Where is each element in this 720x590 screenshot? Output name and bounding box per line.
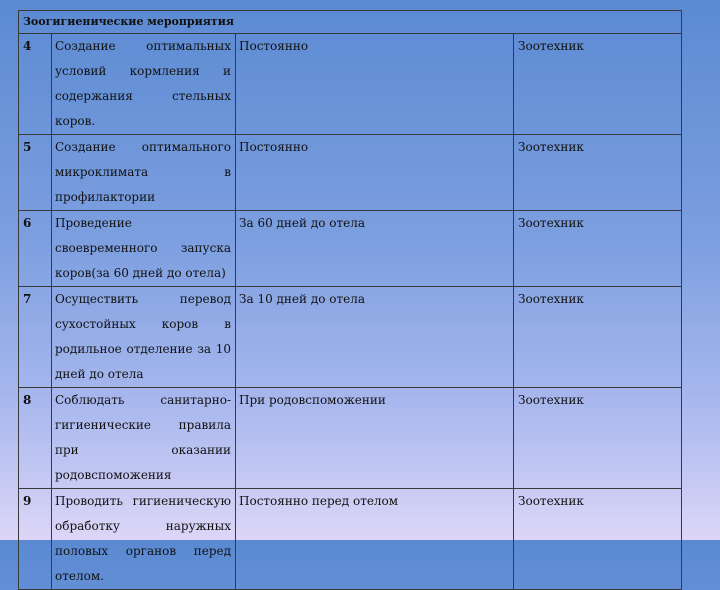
row-number: 9 [19,489,52,590]
row-action: Проведение своевременного запуска коров(за 60 дней до отела) [52,211,236,287]
table-row [19,211,682,287]
row-action: Проводить гигиеническую обработку наружных половых органов перед отелом. [52,489,236,590]
table-row [19,34,682,135]
row-when: Постоянно перед отелом [236,489,514,590]
row-when: Постоянно [236,135,514,211]
row-number: 5 [19,135,52,211]
row-when: За 60 дней до отела [236,211,514,287]
row-when: При родовспоможении [236,388,514,489]
row-action: Соблюдать санитарно-гигиенические правила при оказании родовспоможения [52,388,236,489]
row-number: 6 [19,211,52,287]
row-action: Создание оптимальных условий кормления и содержания стельных коров. [52,34,236,135]
table-row [19,135,682,211]
row-responsible: Зоотехник [514,489,682,590]
table-row [19,287,682,388]
row-number: 7 [19,287,52,388]
row-number: 8 [19,388,52,489]
table-row [19,388,682,489]
row-action: Создание оптимального микроклимата в профилактории [52,135,236,211]
table-title-row [19,11,682,34]
row-responsible: Зоотехник [514,388,682,489]
row-action: Осуществить перевод сухостойных коров в родильное отделение за 10 дней до отела [52,287,236,388]
measures-table-container [18,10,681,583]
row-when: За 10 дней до отела [236,287,514,388]
table-title: Зоогигиенические мероприятия [19,11,682,34]
measures-table [18,10,682,590]
table-row [19,489,682,590]
row-responsible: Зоотехник [514,34,682,135]
row-responsible: Зоотехник [514,135,682,211]
row-responsible: Зоотехник [514,211,682,287]
row-responsible: Зоотехник [514,287,682,388]
row-number: 4 [19,34,52,135]
row-when: Постоянно [236,34,514,135]
